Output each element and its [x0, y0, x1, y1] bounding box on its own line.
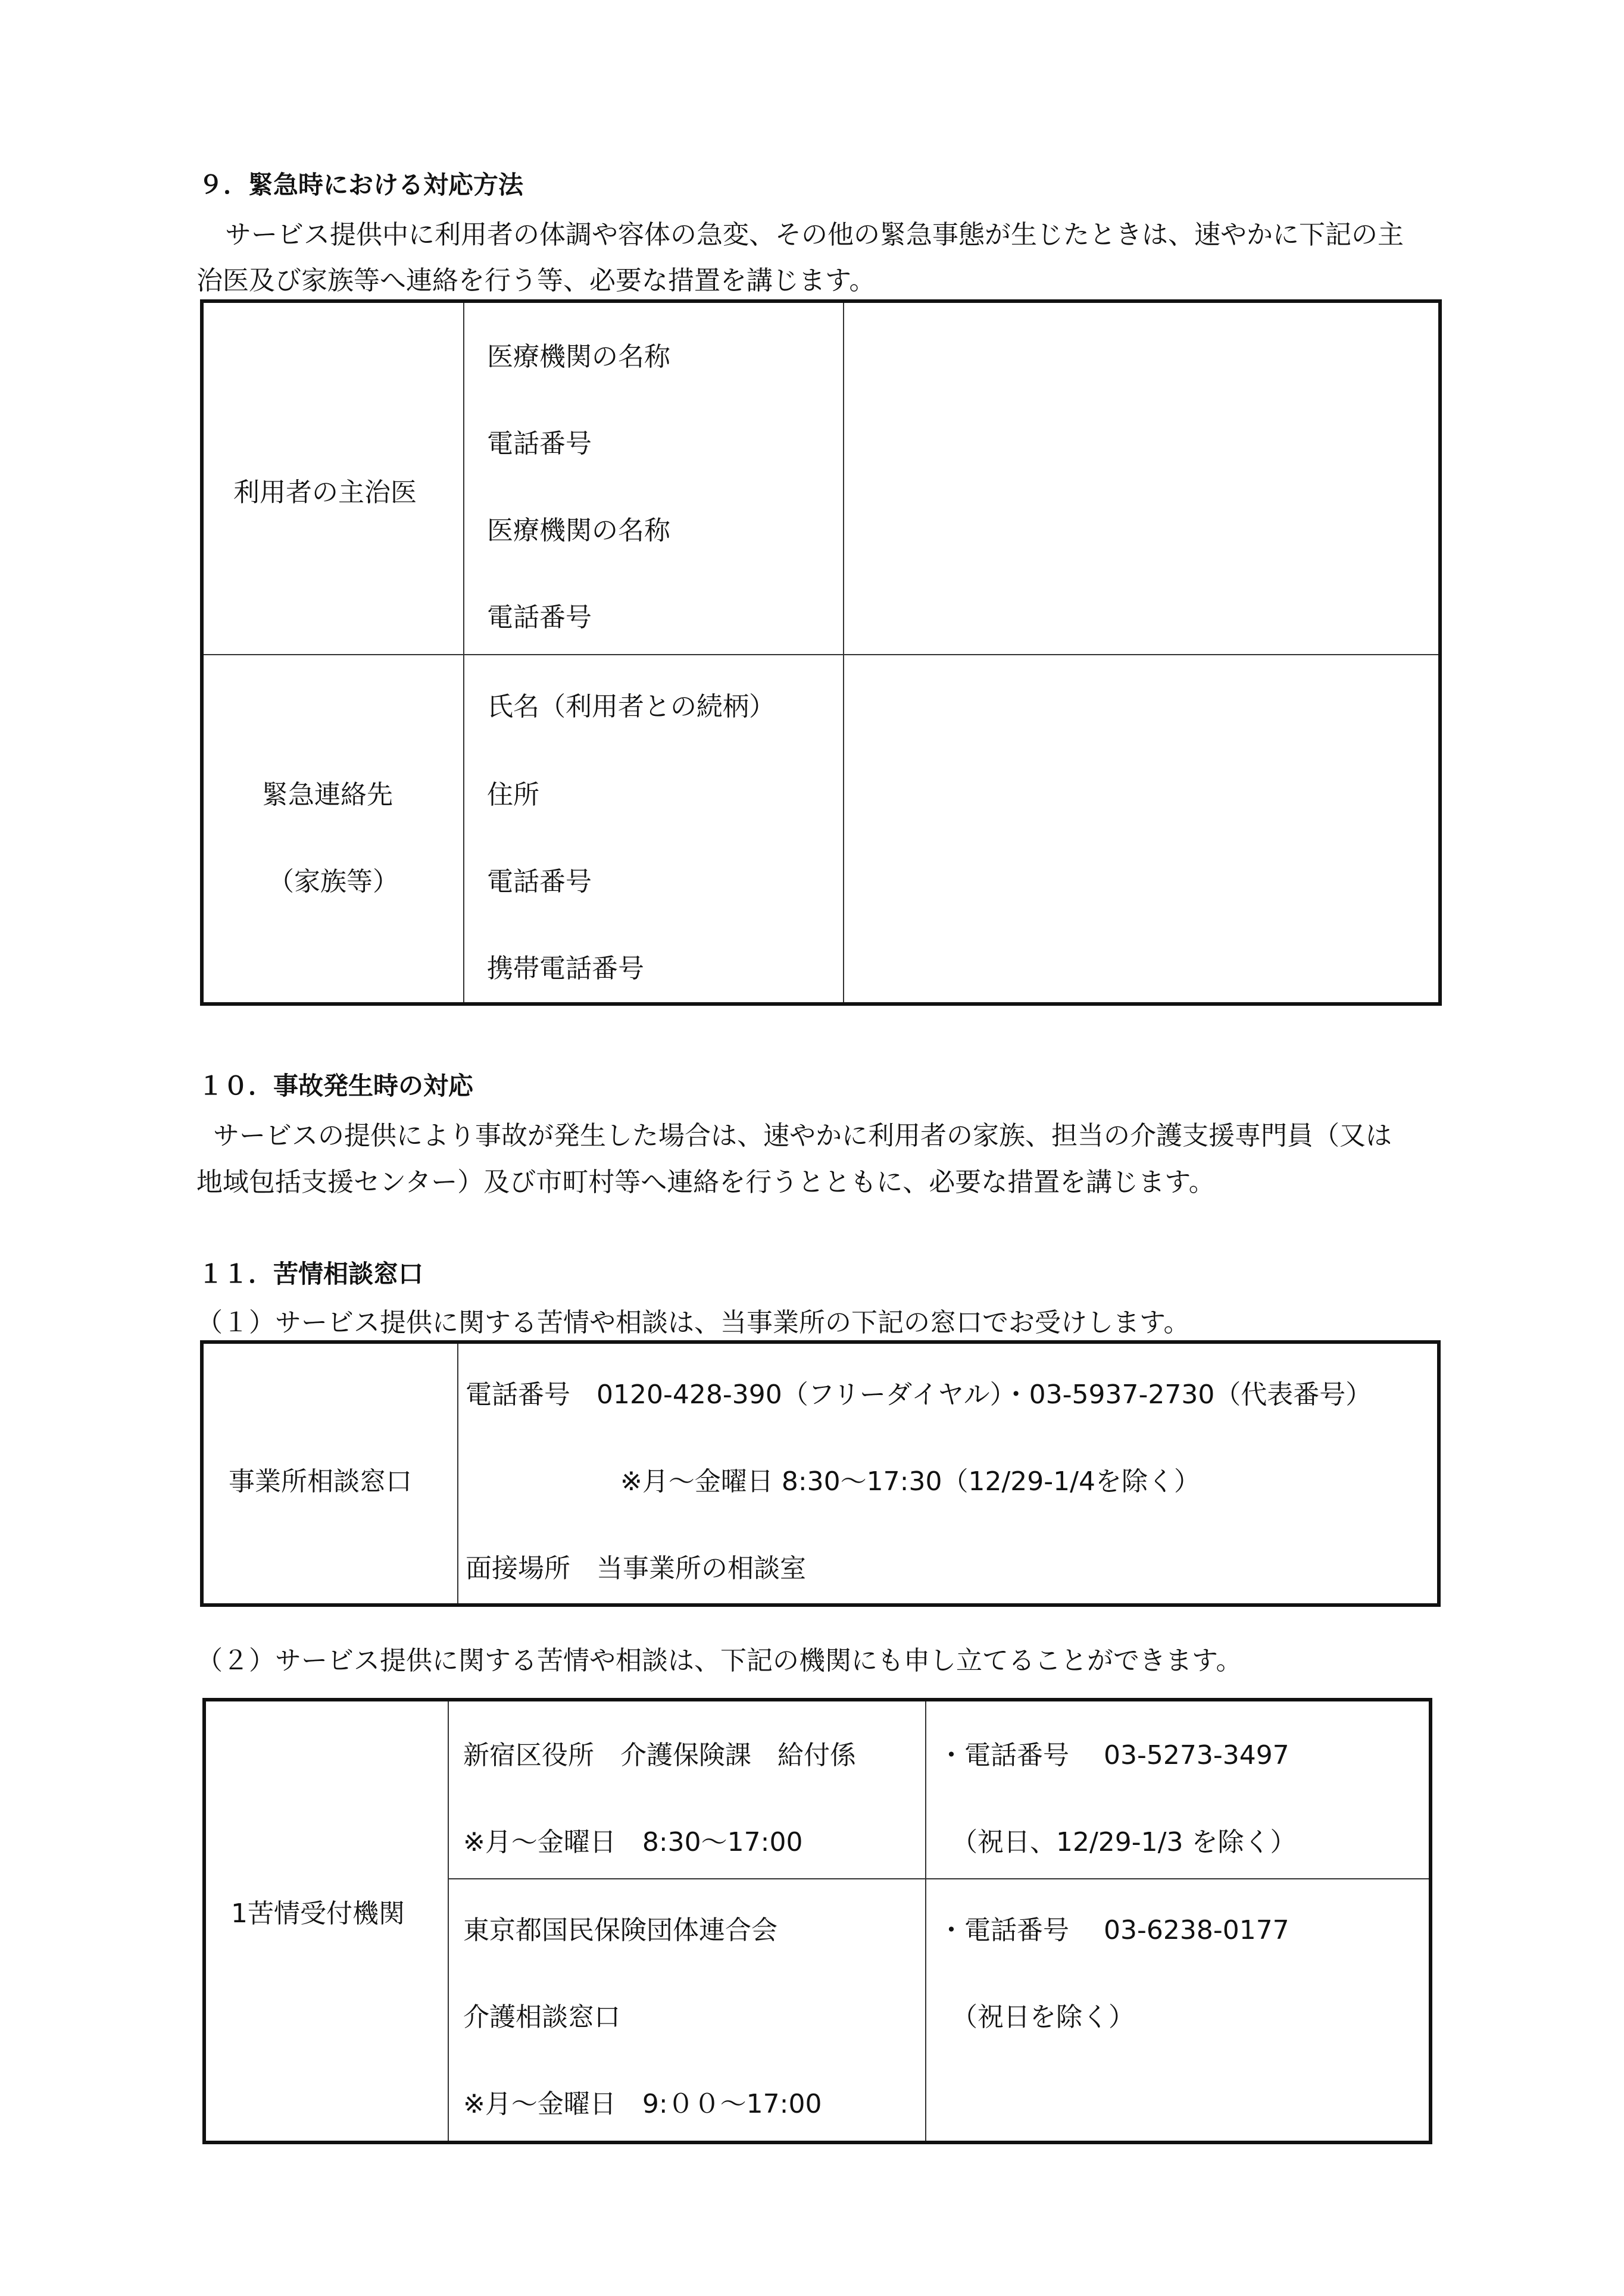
agency2-hours: ※月～金曜日 9:００～17:00 [463, 2089, 822, 2119]
section10-title: １０．事故発生時の対応 [198, 1071, 474, 1100]
contact-header-line2: （家族等） [268, 867, 399, 897]
agency2-name2: 介護相談窓口 [463, 2002, 620, 2032]
office-header: 事業所相談窓口 [229, 1466, 412, 1497]
office-table [200, 1340, 1441, 1607]
agency-header: 1苦情受付機関 [231, 1898, 405, 1929]
agency-table [202, 1698, 1432, 2144]
emergency-table-divider-1 [463, 303, 464, 1002]
contact-field-1: 氏名（利用者との続柄） [487, 692, 775, 722]
doctor-field-2: 電話番号 [487, 428, 592, 459]
office-hours-line: ※月～金曜日 8:30～17:30（12/29-1/4を除く） [620, 1466, 1200, 1497]
agency-table-divider-1 [448, 1701, 449, 2141]
section10-body-line1: サービスの提供により事故が発生した場合は、速やかに利用者の家族、担当の介護支援専門員（又は [213, 1121, 1392, 1151]
contact-field-3: 電話番号 [487, 867, 592, 897]
doctor-field-1: 医療機関の名称 [487, 342, 670, 372]
section9-title: ９．緊急時における対応方法 [198, 170, 524, 199]
agency1-hours: ※月～金曜日 8:30～17:00 [463, 1827, 803, 1857]
emergency-table-row-divider [204, 654, 1438, 655]
agency1-name: 新宿区役所 介護保険課 給付係 [463, 1740, 856, 1771]
emergency-table-divider-2 [843, 303, 844, 1002]
agency1-phone: ・電話番号 03-5273-3497 [938, 1740, 1289, 1771]
office-place-line: 面接場所 当事業所の相談室 [466, 1553, 806, 1584]
agency-table-divider-2 [925, 1701, 926, 2141]
doctor-field-3: 医療機関の名称 [487, 515, 670, 546]
section10-body-line2: 地域包括支援センター）及び市町村等へ連絡を行うとともに、必要な措置を講じます。 [196, 1167, 1215, 1197]
agency-table-row-divider [448, 1878, 1429, 1879]
agency2-name: 東京都国民保険団体連合会 [463, 1915, 777, 1945]
doctor-header: 利用者の主治医 [233, 477, 417, 508]
emergency-table [200, 299, 1442, 1006]
section9-body-line1: サービス提供中に利用者の体調や容体の急変、その他の緊急事態が生じたときは、速やかに下記の主 [225, 220, 1404, 250]
agency2-phone: ・電話番号 03-6238-0177 [938, 1915, 1289, 1945]
section11-sub1: （１）サービス提供に関する苦情や相談は、当事業所の下記の窓口でお受けします。 [196, 1307, 1190, 1338]
section9-body-line2: 治医及び家族等へ連絡を行う等、必要な措置を講じます。 [196, 265, 876, 296]
agency1-note: （祝日、12/29-1/3 を除く） [951, 1827, 1297, 1857]
doctor-field-4: 電話番号 [487, 602, 592, 633]
section11-sub2: （２）サービス提供に関する苦情や相談は、下記の機関にも申し立てることができます。 [196, 1646, 1242, 1676]
contact-header-line1: 緊急連絡先 [262, 780, 393, 810]
section11-title: １１．苦情相談窓口 [198, 1259, 424, 1288]
contact-field-4: 携帯電話番号 [487, 953, 644, 984]
office-table-divider [457, 1344, 458, 1603]
agency2-note: （祝日を除く） [951, 2002, 1135, 2032]
office-phone-line: 電話番号 0120-428-390（フリーダイヤル）・03-5937-2730（代表番号） [466, 1380, 1372, 1410]
contact-field-2: 住所 [487, 780, 539, 810]
